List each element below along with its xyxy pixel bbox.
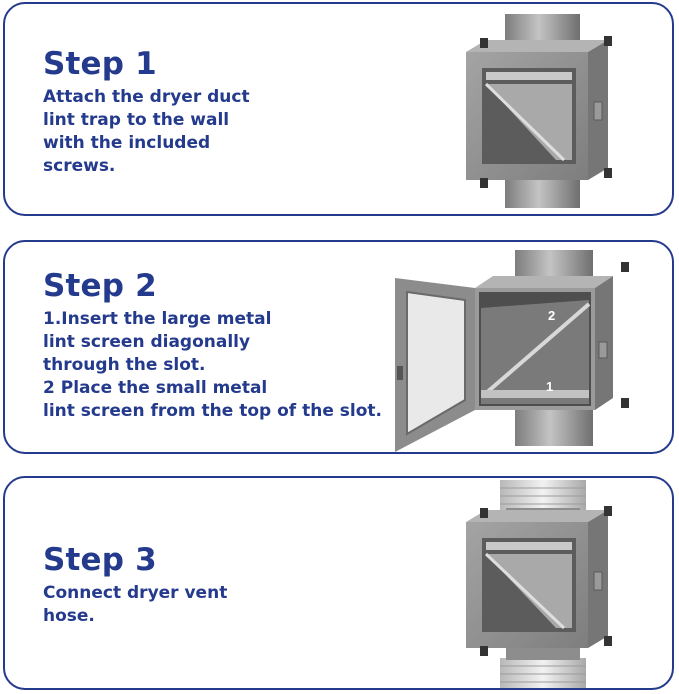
step-3-line: Connect dryer vent [43, 583, 228, 603]
step-1-card [3, 2, 674, 216]
step-2-line: 1.Insert the large metal [43, 309, 272, 329]
step-1-line: Attach the dryer duct [43, 87, 250, 107]
lint-trap-box-image [460, 12, 640, 212]
lint-trap-with-hose-image [460, 480, 640, 688]
step-3-title: Step 3 [43, 542, 157, 578]
step-2-title: Step 2 [43, 268, 157, 304]
step-2-card [3, 240, 674, 454]
step-2-line: through the slot. [43, 355, 206, 375]
step-2-description [43, 308, 382, 423]
step-3-description [43, 582, 227, 628]
step-1-line: screws. [43, 156, 116, 176]
step-1-line: lint trap to the wall [43, 110, 230, 130]
step-2-line: 2 Place the small metal [43, 378, 268, 398]
step-2-line: lint screen diagonally [43, 332, 251, 352]
step-2-line: lint screen from the top of the slot. [43, 401, 383, 421]
step-1-description [43, 86, 250, 178]
lint-trap-open-door-image [385, 248, 635, 454]
step-3-line: hose. [43, 606, 95, 626]
step-1-title: Step 1 [43, 46, 157, 82]
step-1-line: with the included [43, 133, 211, 153]
step-3-card [3, 476, 674, 690]
marker-1: 1 [546, 379, 554, 394]
marker-2: 2 [548, 308, 556, 323]
